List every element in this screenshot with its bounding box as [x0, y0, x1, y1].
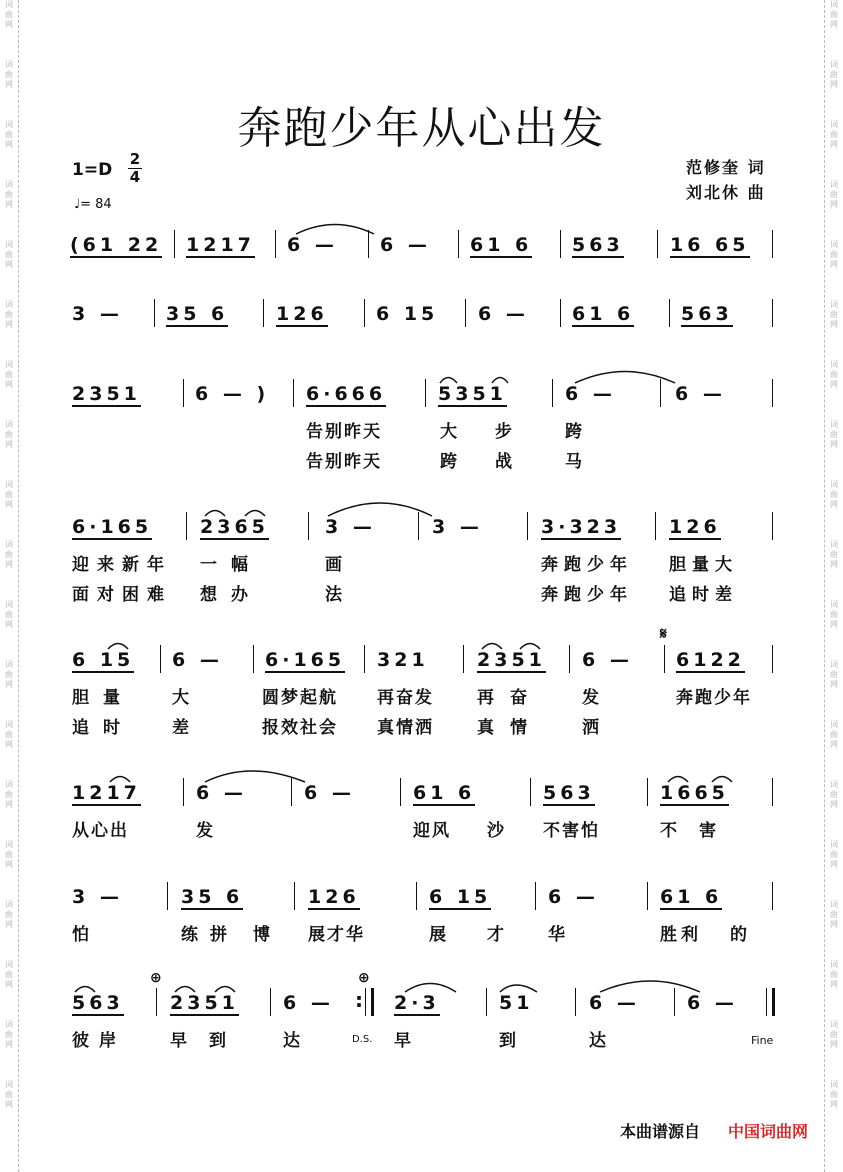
lyric: 跨 [565, 422, 584, 442]
lyric: 达 [283, 1031, 302, 1051]
lyric: 到 [499, 1031, 518, 1051]
measure-notes: 6 — [675, 383, 726, 405]
lyric: 大 [440, 422, 459, 442]
lyric: 追时差 [669, 585, 738, 605]
source-site-link[interactable]: 中国词曲网 [727, 1122, 808, 1141]
lyric: 告别昨天 [306, 422, 382, 442]
lyric: 不害怕 [543, 821, 600, 841]
lyric: 胆量 [72, 688, 134, 708]
watermark-stamp: 词 曲 网 [830, 180, 838, 209]
measure-notes: 6 — [304, 782, 355, 804]
measure-notes: 1217 [186, 234, 255, 256]
lyric: 胜利 [660, 925, 702, 945]
lyric: 真情 [477, 718, 543, 738]
measure-notes: 2351 [170, 992, 239, 1014]
lyric: 展才华 [308, 925, 365, 945]
ds-marking: D.S. [352, 1034, 373, 1045]
lyric: 怕 [72, 925, 91, 945]
time-signature [128, 152, 142, 185]
lyric: 达 [589, 1031, 608, 1051]
coda-icon: ⊕ [358, 970, 370, 986]
lyric: 告别昨天 [306, 452, 382, 472]
measure-notes: 563 [681, 303, 733, 325]
measure-notes: 6·165 [265, 649, 346, 671]
measure-notes: 6 — [380, 234, 431, 256]
measure-notes: 126 [669, 516, 721, 538]
watermark-stamp: 词 曲 网 [830, 600, 838, 629]
lyric: 奔跑少年 [676, 688, 752, 708]
measure-notes: 563 [543, 782, 595, 804]
lyric: 练拼 [181, 925, 239, 945]
lyric: 的 [730, 925, 749, 945]
lyric: 跨 [440, 452, 459, 472]
measure-notes: 16 65 [670, 234, 750, 256]
lyric: 迎风 [413, 821, 451, 841]
lyric: 才 [487, 925, 506, 945]
watermark-stamp: 词 曲 网 [5, 240, 13, 269]
watermark-stamp: 词 曲 网 [5, 1080, 13, 1109]
measure-notes: 2351 [477, 649, 546, 671]
watermark-stamp: 词 曲 网 [830, 660, 838, 689]
quarter-note-icon: ♩ [74, 197, 81, 212]
measure-notes: 6 — [582, 649, 633, 671]
watermark-stamp: 词 曲 网 [830, 60, 838, 89]
measure-notes: 6·666 [306, 383, 387, 405]
measure-notes: 2351 [72, 383, 141, 405]
measure-notes: 61 6 [572, 303, 635, 325]
watermark-stamp: 词 曲 网 [5, 0, 13, 29]
watermark-stamp: 词 曲 网 [830, 420, 838, 449]
lyric: 彼岸 [72, 1031, 126, 1051]
watermark-stamp: 词 曲 网 [5, 480, 13, 509]
watermark-stamp: 词 曲 网 [5, 1020, 13, 1049]
time-sig-top: 2 [129, 150, 141, 168]
measure-notes: 6 — [565, 383, 616, 405]
left-watermark-strip [0, 0, 19, 1172]
watermark-stamp: 词 曲 网 [830, 0, 838, 29]
watermark-stamp: 词 曲 网 [830, 900, 838, 929]
lyric: 面对困难 [72, 585, 172, 605]
measure-notes: 6 — [196, 782, 247, 804]
lyric: 从心出 [72, 821, 129, 841]
measure-notes: (61 22 [70, 234, 163, 256]
watermark-stamp: 词 曲 网 [5, 60, 13, 89]
composer-credit: 刘北休 曲 [686, 183, 766, 202]
lyric: 不害 [660, 821, 738, 841]
measure-notes: 61 6 [470, 234, 533, 256]
right-watermark-strip [824, 0, 843, 1172]
measure-notes: 6 — [548, 886, 599, 908]
tempo-value: = 84 [80, 197, 112, 212]
measure-notes: 5351 [438, 383, 507, 405]
time-sig-bottom: 4 [129, 168, 141, 186]
lyric: 圆梦起航 [262, 688, 338, 708]
measure-notes: 1665 [660, 782, 729, 804]
watermark-stamp: 词 曲 网 [5, 360, 13, 389]
key-signature: 1=D [72, 160, 113, 180]
measure-notes: 126 [276, 303, 328, 325]
lyric: 步 [495, 422, 514, 442]
watermark-stamp: 词 曲 网 [5, 660, 13, 689]
lyric: 法 [325, 585, 344, 605]
watermark-stamp: 词 曲 网 [5, 180, 13, 209]
watermark-stamp: 词 曲 网 [5, 900, 13, 929]
measure-notes: 6 — [589, 992, 640, 1014]
lyric: 画 [325, 555, 344, 575]
watermark-stamp: 词 曲 网 [5, 720, 13, 749]
measure-notes: 6 — ) [195, 383, 270, 405]
measure-notes: 1217 [72, 782, 141, 804]
lyric: 战 [495, 452, 514, 472]
watermark-stamp: 词 曲 网 [5, 420, 13, 449]
measure-notes: 2·3 [394, 992, 440, 1014]
measure-notes: 51 [499, 992, 534, 1014]
lyricist-credit: 范修奎 词 [686, 158, 766, 177]
measure-notes: 2365 [200, 516, 269, 538]
measure-notes: 6 15 [376, 303, 439, 325]
watermark-stamp: 词 曲 网 [830, 1020, 838, 1049]
measure-notes: 563 [72, 992, 124, 1014]
lyric: 真情洒 [377, 718, 434, 738]
measure-notes: 6 15 [429, 886, 492, 908]
watermark-stamp: 词 曲 网 [830, 720, 838, 749]
coda-icon: ⊕ [150, 970, 162, 986]
tempo-mark [74, 197, 112, 212]
watermark-stamp: 词 曲 网 [830, 360, 838, 389]
watermark-stamp: 词 曲 网 [830, 780, 838, 809]
watermark-stamp: 词 曲 网 [830, 300, 838, 329]
lyric: 想办 [200, 585, 262, 605]
measure-notes: 6 — [172, 649, 223, 671]
watermark-stamp: 词 曲 网 [830, 480, 838, 509]
lyric: 博 [253, 925, 272, 945]
measure-notes: 321 [377, 649, 429, 671]
lyric: 一幅 [200, 555, 262, 575]
repeat-end-dots: : [355, 988, 363, 1012]
lyric: 洒 [582, 718, 601, 738]
measure-notes: 3 — [72, 303, 123, 325]
watermark-stamp: 词 曲 网 [5, 840, 13, 869]
watermark-stamp: 词 曲 网 [830, 840, 838, 869]
measure-notes: 61 6 [413, 782, 476, 804]
measure-notes: 6 15 [72, 649, 135, 671]
lyric: 发 [196, 821, 215, 841]
watermark-stamp: 词 曲 网 [830, 120, 838, 149]
watermark-stamp: 词 曲 网 [5, 960, 13, 989]
lyric: 奔跑少年 [541, 585, 633, 605]
lyric: 早 [394, 1031, 413, 1051]
measure-notes: 6 — [478, 303, 529, 325]
measure-notes: 3 — [72, 886, 123, 908]
watermark-stamp: 词 曲 网 [5, 300, 13, 329]
measure-notes: 6 — [687, 992, 738, 1014]
measure-notes: 6·165 [72, 516, 153, 538]
lyric: 展 [429, 925, 448, 945]
watermark-stamp: 词 曲 网 [5, 540, 13, 569]
measure-notes: 35 6 [181, 886, 244, 908]
lyric: 胆量大 [669, 555, 738, 575]
lyric: 奔跑少年 [541, 555, 633, 575]
measure-notes: 563 [572, 234, 624, 256]
watermark-stamp: 词 曲 网 [830, 1080, 838, 1109]
watermark-stamp: 词 曲 网 [830, 240, 838, 269]
watermark-stamp: 词 曲 网 [5, 780, 13, 809]
watermark-stamp: 词 曲 网 [830, 960, 838, 989]
measure-notes: 6122 [676, 649, 745, 671]
lyric: 再奋发 [377, 688, 434, 708]
measure-notes: 3 — [325, 516, 376, 538]
segno-icon: 𝄋 [660, 624, 667, 643]
lyric: 追时 [72, 718, 134, 738]
measure-notes: 35 6 [166, 303, 229, 325]
lyric: 沙 [487, 821, 506, 841]
lyric: 差 [172, 718, 191, 738]
fine-marking: Fine [751, 1034, 774, 1047]
measure-notes: 126 [308, 886, 360, 908]
watermark-stamp: 词 曲 网 [5, 120, 13, 149]
lyric: 迎来新年 [72, 555, 172, 575]
measure-notes: 3·323 [541, 516, 622, 538]
measure-notes: 61 6 [660, 886, 723, 908]
watermark-stamp: 词 曲 网 [5, 600, 13, 629]
lyric: 大 [172, 688, 191, 708]
lyric: 华 [548, 925, 567, 945]
measure-notes: 6 — [287, 234, 338, 256]
measure-notes: 3 — [432, 516, 483, 538]
lyric: 早到 [170, 1031, 248, 1051]
source-label: 本曲谱源自 [619, 1122, 700, 1141]
lyric: 报效社会 [262, 718, 338, 738]
lyric: 马 [565, 452, 584, 472]
song-title: 奔跑少年从心出发 [237, 103, 606, 154]
watermark-stamp: 词 曲 网 [830, 540, 838, 569]
measure-notes: 6 — [283, 992, 334, 1014]
lyric: 发 [582, 688, 601, 708]
lyric: 再奋 [477, 688, 543, 708]
